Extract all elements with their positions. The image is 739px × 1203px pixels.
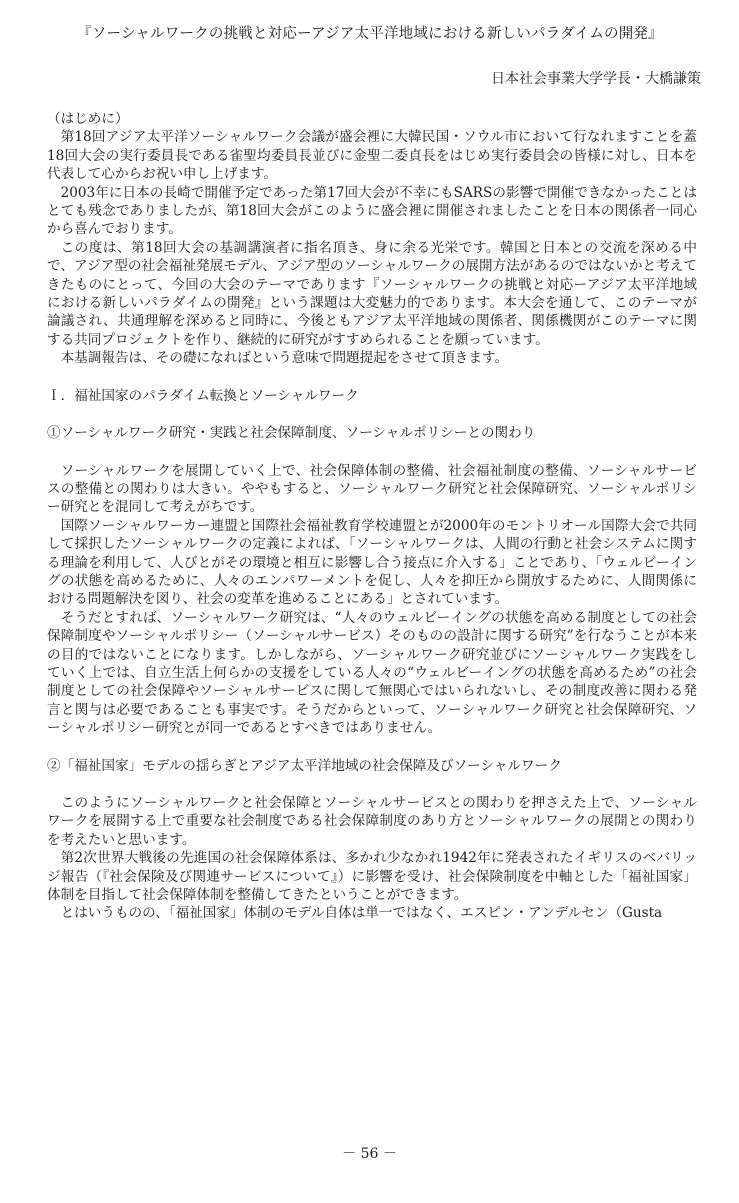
spacer [47, 775, 697, 794]
intro-paragraph-4: 本基調報告は、その礎になればという意味で問題提起をさせて頂きます。 [60, 350, 509, 367]
intro-heading: （はじめに） [47, 111, 129, 127]
subsection-2-paragraph-2: 第2次世界大戦後の先進国の社会保障体系は、多かれ少なかれ1942年に発表されたイギリスのベバリッジ報告（『社会保険及び関連サービスについて』）に影響を受け、社会保険制度を中軸とした「福祉国家」体制を目指して社会保障体制を整備してきたということができます。 [47, 850, 697, 904]
subsection-1-paragraph-3: そうだとすれば、ソーシャルワーク研究は、“人々のウェルビーイングの状態を高める制度としての社会保障制度やソーシャルポリシー（ソーシャルサービス）そのものの設計に関する研究”を行なうことが本来の目的ではないことになります。しかしながら、ソーシャルワーク研究並びにソーシャルワーク実践をしていく上では、自立生活上何らかの支援をしている人々の“ウェルビーイングの状態を高めるため”の社会制度としての社会保障やソーシャルサービスに関して無関心ではいられないし、その制度改善に関わる発言と関与は必要であることも事実です。そうだからといって、ソーシャルワーク研究と社会保障研究、ソーシャルポリシー研究とが同一であるとすべきではありません。 [47, 609, 697, 737]
page-number: － 56 － [342, 1146, 397, 1162]
spacer [47, 443, 697, 462]
subsection-1-paragraph-2: 国際ソーシャルワーカー連盟と国際社会福祉教育学校連盟とが2000年のモントリオール国際大会で共同して採択したソーシャルワークの定義によれば、「ソーシャルワークは、人間の行動と社会システムに関する理論を利用して、人びとがその環境と相互に影響し合う接点に介入する」ことであり、「ウェルビーイングの状態を高めるために、人々のエンパワーメントを促し、人々を抑圧から開放するために、人間関係における問題解決を図り、社会の変革を進めることにある」とされています。 [47, 517, 697, 608]
subsection-2-heading: ②「福祉国家」モデルの揺らぎとアジア太平洋地域の社会保障及びソーシャルワーク [47, 757, 562, 774]
subsection-2-paragraph-3: とはいうものの、「福祉国家」体制のモデル自体は単一ではなく、エスピン・アンデルセン（Gusta [60, 905, 663, 922]
subsection-1-heading: ①ソーシャルワーク研究・実践と社会保障制度、ソーシャルポリシーとの関わり [47, 425, 536, 442]
intro-paragraph-3: この度は、第18回大会の基調講演者に指名頂き、身に余る光栄です。韓国と日本との交流を深める中で、アジア型の社会福祉発展モデル、アジア型のソーシャルワークの展開方法があるのではないかと考えてきたものにとって、今回の大会のテーマであります『ソーシャルワークの挑戦と対応ーアジア太平洋地域における新しいパラダイムの開発』という課題は大変魅力的であります。本大会を通して、このテーマが論議され、共通理解を深めると同時に、今後ともアジア太平洋地域の関係者、関係機関がこのテーマに関する共同プロジェクトを作り、継続的に研究がすすめられることを願っています。 [47, 239, 697, 348]
section-1-heading: Ｉ．福祉国家のパラダイム転換とソーシャルワーク [47, 387, 359, 404]
intro-paragraph-2: 2003年に日本の長崎で開催予定であった第17回大会が不幸にもSARSの影響で開催できなかったことはとても残念でありましたが、第18回大会がこのように盛会裡に開催されましたことを日本の関係者一同心から喜んでおります。 [47, 184, 697, 238]
spacer [47, 738, 697, 757]
document-body [47, 110, 697, 923]
spacer [47, 405, 697, 424]
subsection-2-paragraph-1: このようにソーシャルワークと社会保障とソーシャルサービスとの関わりを押さえた上で、ソーシャルワークを展開する上で重要な社会制度である社会保障制度のあり方とソーシャルワークの展開との関わりを考えたいと思います。 [47, 795, 697, 848]
author-line: 日本社会事業大学学長・大橋謙策 [491, 71, 701, 87]
document-title: 『ソーシャルワークの挑戦と対応ーアジア太平洋地域における新しいパラダイムの開発』 [77, 26, 663, 42]
subsection-1-paragraph-1: ソーシャルワークを展開していく上で、社会保障体制の整備、社会福祉制度の整備、ソーシャルサービスの整備との関わりは大きい。ややもすると、ソーシャルワーク研究と社会保障研究、ソーシャルポリシー研究とを混同して考えがちです。 [47, 462, 697, 516]
spacer [47, 368, 697, 387]
intro-paragraph-1: 第18回アジア太平洋ソーシャルワーク会議が盛会裡に大韓民国・ソウル市において行なれますことを蓋18回大会の実行委員長である雀聖均委員長並びに金聖二委貞長をはじめ実行委員会の皆様に対し、日本を代表して心からお祝い申し上げます。 [47, 129, 697, 183]
